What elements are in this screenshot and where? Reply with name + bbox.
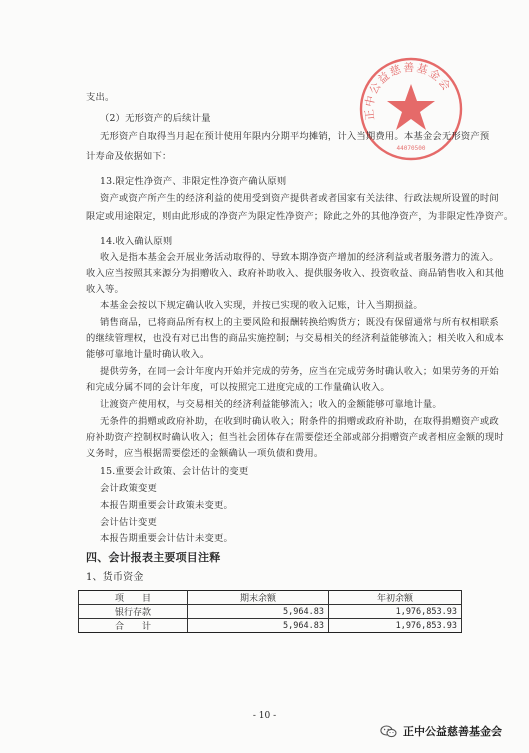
wechat-account-watermark (380, 722, 525, 740)
table-cell: 银行存款 (79, 605, 188, 619)
account-name: 正中公益慈善基金会 (403, 725, 502, 738)
paragraph-line: 计寿命及依据如下： (86, 151, 172, 162)
table-cell: 5,964.83 (188, 619, 329, 633)
paragraph-line: 销售商品，已将商品所有权上的主要风险和报酬转换给购货方；既没有保留通常与所有权相联系 (100, 317, 499, 328)
table-cell: 1,976,853.93 (329, 605, 462, 619)
table-row (79, 605, 462, 619)
paragraph-line: 让渡资产使用权，与交易相关的经济利益能够流入；收入的金额能够可靠地计量。 (100, 399, 442, 410)
section-heading: 13.限定性净资产、非限定性净资产确认原则 (100, 176, 287, 187)
table-header-cell: 年初余额 (329, 591, 462, 605)
table-header-cell: 项 目 (79, 591, 188, 605)
paragraph-line: 府补助资产控制权时确认收入；但当社会团体存在需要偿还全部或部分捐赠资产或者相应金额的现时 (86, 432, 504, 443)
paragraph-line: 的继续管理权，也没有对已出售的商品实施控制；与交易相关的经济利益能够流入；相关收入和成本 (86, 333, 504, 344)
table-header-row (79, 591, 462, 605)
table-cell: 1,976,853.93 (329, 619, 462, 633)
paragraph-line: 本报告期重要会计估计未变更。 (100, 533, 233, 544)
paragraph-line: 无形资产自取得当月起在预计使用年限内分期平均摊销，计入当期费用。本基金会无形资产预 (100, 131, 490, 142)
paragraph-line: 本报告期重要会计政策未变更。 (100, 500, 233, 511)
cash-subsection-title: 1、货币资金 (86, 572, 144, 583)
paragraph-line: 提供劳务，在同一会计年度内开始并完成的劳务，应当在完成劳务时确认收入；如果劳务的开始 (100, 366, 499, 377)
paragraph-line: 义务时，应当根据需要偿还的金额确认一项负债和费用。 (86, 448, 324, 459)
section-heading: 15.重要会计政策、会计估计的变更 (100, 466, 249, 477)
paragraph-line: 会计估计变更 (100, 517, 157, 528)
table-cell: 5,964.83 (188, 605, 329, 619)
page-number: - 10 - (252, 711, 277, 721)
seal-number: 44070500 (396, 145, 426, 152)
official-seal-stamp (356, 54, 466, 164)
paragraph-line: （2）无形资产的后续计量 (100, 113, 211, 124)
paragraph-line: 收入是指本基金会开展业务活动取得的、导致本期净资产增加的经济利益或者服务潜力的流入。 (100, 252, 499, 263)
paragraph-line: 能够可靠地计量时确认收入。 (86, 349, 210, 360)
table-total-row (79, 619, 462, 633)
paragraph-line: 资产或资产所产生的经济利益的使用受到资产提供者或者国家有关法律、行政法规所设置的时间 (100, 193, 499, 204)
paragraph-line: 本基金会按以下规定确认收入实现，并按已实现的收入记账，计入当期损益。 (100, 300, 423, 311)
seal-text: 正中公益慈善基金会 (362, 61, 454, 122)
notes-section-title: 四、会计报表主要项目注释 (86, 551, 221, 564)
paragraph-line: 收入应当按照其来源分为捐赠收入、政府补助收入、提供服务收入、投资收益、商品销售收入和其他 (86, 268, 504, 279)
paragraph-line: 限定或用途限定，则由此形成的净资产为限定性净资产；除此之外的其他净资产，为非限定性净资产。 (86, 211, 514, 222)
paragraph-line: 收入等。 (86, 284, 124, 295)
section-heading: 14.收入确认原则 (100, 236, 173, 247)
table-cell: 合 计 (79, 619, 188, 633)
wechat-icon (380, 725, 397, 738)
paragraph-line: 支出。 (86, 92, 115, 103)
cash-balance-table (78, 590, 462, 633)
paragraph-line: 无条件的捐赠或政府补助，在收到时确认收入；附条件的捐赠或政府补助，在取得捐赠资产或政 (100, 416, 499, 427)
table-header-cell: 期末余额 (188, 591, 329, 605)
paragraph-line: 和完成分属不同的会计年度，可以按照完工进度完成的工作量确认收入。 (86, 382, 390, 393)
paragraph-line: 会计政策变更 (100, 483, 157, 494)
